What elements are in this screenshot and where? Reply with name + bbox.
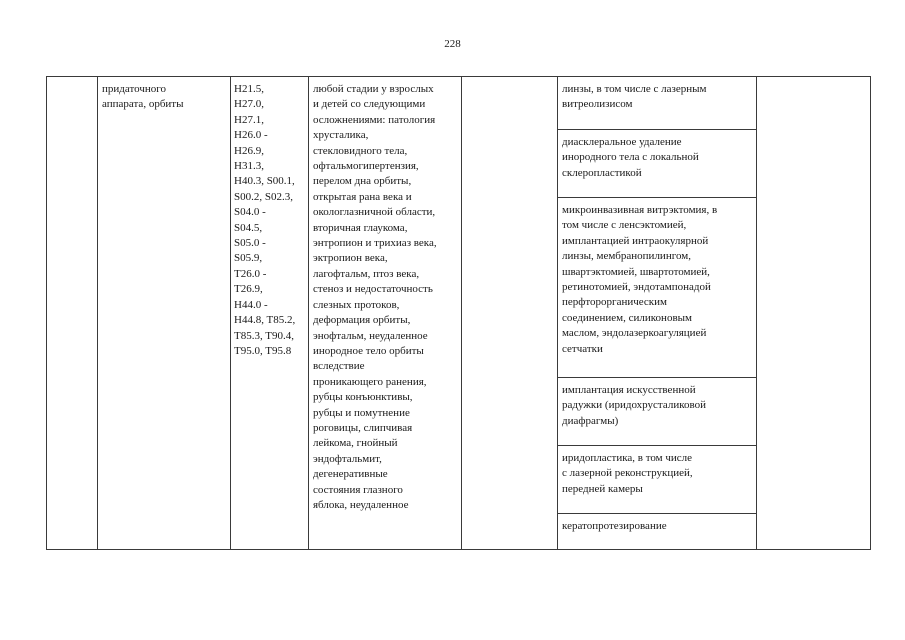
method-item: иридопластика, в том числе с лазерной реконструкцией, передней камеры	[558, 446, 756, 514]
method-item: диасклеральное удаление инородного тела с локальной склеропластикой	[558, 130, 756, 198]
page-number: 228	[444, 38, 461, 50]
cell-treatment-type-text	[462, 77, 557, 82]
method-item: имплантация искусственной радужки (иридохрусталиковой диафрагмы)	[558, 378, 756, 446]
cell-diagnosis-text: любой стадии у взрослых и детей со следующими осложнениями: патология хрусталика, стекловидного тела, офтальмогипертензия, перелом дна орбиты, открытая рана века и окологлазничной области, вторичная глаукома, энтропион и трихиаз века, эктропион века, лагофтальм, птоз века, стеноз и недостаточность слезных протоков, деформация орбиты, энофтальм, неудаленное инородное тело орбиты вследствие проникающего ранения, рубцы конъюнктивы, рубцы и помутнение роговицы, слипчивая лейкома, гнойный эндофтальмит, дегенеративные состояния глазного яблока, неудаленное	[313, 83, 437, 511]
table-row	[47, 77, 871, 550]
cell-icd-codes	[231, 77, 309, 550]
cell-cost	[757, 77, 871, 550]
cell-diagnosis	[309, 77, 462, 550]
method-item: кератопротезирование	[562, 520, 667, 532]
cell-treatment-type	[462, 77, 558, 550]
cell-profile	[98, 77, 231, 550]
cell-cost-text	[757, 77, 870, 82]
method-item: линзы, в том числе с лазерным витреолизисом	[558, 77, 756, 130]
cell-profile-text: придаточного аппарата, орбиты	[102, 83, 184, 111]
cell-number-text	[47, 77, 97, 82]
cell-number	[47, 77, 98, 550]
method-item: микроинвазивная витрэктомия, в том числе с ленсэктомией, имплантацией интраокулярной линзы, мембранопилингом, швартэктомией, швартотомией, ретинотомией, эндотампонадой перфторорганическим соединением, силиконовым маслом, эндолазеркоагуляцией сетчатки	[558, 198, 756, 378]
methods-stack	[558, 77, 756, 549]
procedure-table	[46, 76, 871, 550]
cell-treatment-methods	[558, 77, 757, 550]
cell-icd-codes-text: H21.5, H27.0, H27.1, H26.0 - H26.9, H31.3, H40.3, S00.1, S00.2, S02.3, S04.0 - S04.5, S05.0 - S05.9, T26.0 - T26.9, H44.0 - H44.8, T85.2, T85.3, T90.4, T95.0, T95.8	[234, 83, 296, 357]
